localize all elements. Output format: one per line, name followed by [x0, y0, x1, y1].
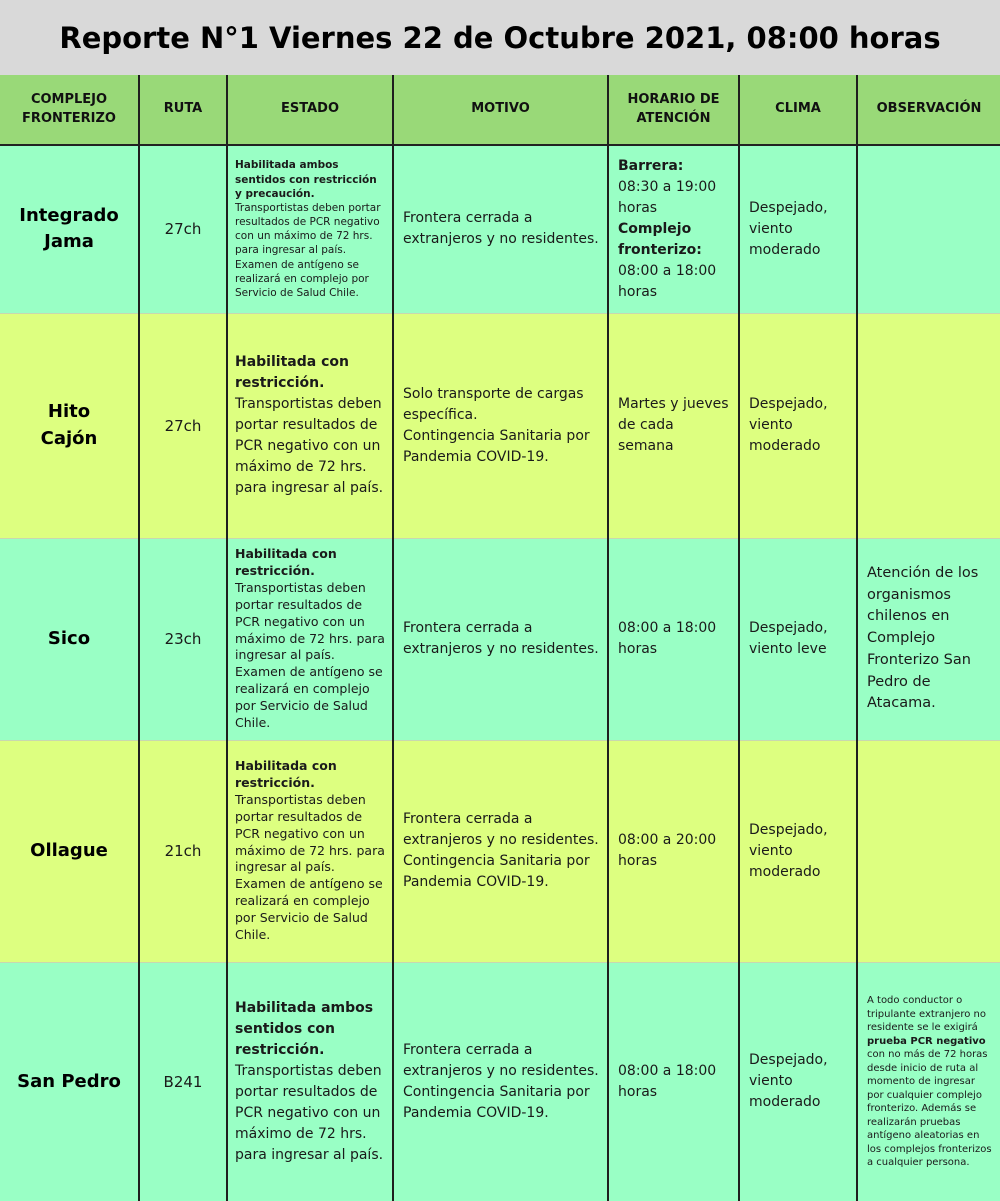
- table-row: [0, 962, 1000, 1201]
- estado-text: Transportistas deben portar resultados de PCR negativo con un máximo de 72 hrs. para ingresar al país. Examen de antígeno se realizará en complejo por Servicio de Salud Chile.: [235, 579, 385, 730]
- estado-cell: [227, 740, 393, 962]
- motivo-line: Frontera cerrada a extranjeros y no residentes.: [403, 811, 599, 848]
- motivo-line: Solo transporte de cargas específica.: [403, 385, 584, 423]
- observacion-cell: Atención de los organismos chilenos en Complejo Fronterizo San Pedro de Atacama.: [857, 538, 1000, 740]
- complejo-name: [0, 313, 139, 538]
- header-observacion: OBSERVACIÓN: [857, 75, 1000, 145]
- motivo-line: Contingencia Sanitaria por Pandemia COVID-19.: [403, 853, 590, 890]
- horario-cell: Martes y jueves de cada semana: [608, 313, 739, 538]
- header-motivo: MOTIVO: [393, 75, 608, 145]
- complejo-name: Sico: [0, 538, 139, 740]
- observacion-cell: [857, 962, 1000, 1201]
- observacion-cell: [857, 313, 1000, 538]
- ruta-cell: 21ch: [139, 740, 227, 962]
- clima-cell: Despejado, viento moderado: [739, 962, 857, 1201]
- complejo-label: Hito Cajón: [40, 401, 98, 449]
- horario-label: Barrera:: [618, 157, 684, 174]
- estado-text: Transportistas deben portar resultados de PCR negativo con un máximo de 72 hrs. para ingresar al país. Examen de antígeno se realizará en complejo por Servicio de Salud Chile.: [235, 791, 385, 942]
- observacion-cell: [857, 145, 1000, 313]
- observacion-text: con no más de 72 horas desde inicio de ruta al momento de ingresar por cualquier complejo fronterizo. Además se realizarán pruebas antígeno aleatorias en los complejos fronterizos a cualquier persona.: [867, 1049, 992, 1168]
- horario-label: Complejo fronterizo:: [618, 220, 702, 258]
- header-clima: CLIMA: [739, 75, 857, 145]
- table-row: [0, 740, 1000, 962]
- header-estado: ESTADO: [227, 75, 393, 145]
- motivo-cell: [393, 962, 608, 1201]
- estado-text: Transportistas deben portar resultados de PCR negativo con un máximo de 72 hrs. para ingresar al país.: [235, 396, 384, 496]
- complejo-name: Ollague: [0, 740, 139, 962]
- estado-bold: Habilitada ambos sentidos con restricción y precaución.: [235, 159, 377, 200]
- estado-bold: Habilitada con restricción.: [235, 354, 349, 391]
- motivo-line: Contingencia Sanitaria por Pandemia COVID-19.: [403, 427, 590, 465]
- motivo-cell: Frontera cerrada a extranjeros y no residentes.: [393, 538, 608, 740]
- estado-bold: Habilitada con restricción.: [235, 758, 337, 791]
- header-row: [0, 75, 1000, 145]
- header-complejo: COMPLEJO FRONTERIZO: [0, 75, 139, 145]
- report-title: Reporte N°1 Viernes 22 de Octubre 2021, 08:00 horas: [0, 0, 1000, 75]
- observacion-cell: [857, 740, 1000, 962]
- clima-cell: Despejado, viento moderado: [739, 145, 857, 313]
- estado-bold: Habilitada con restricción.: [235, 546, 337, 579]
- motivo-line: Frontera cerrada a extranjeros y no residentes.: [403, 1041, 599, 1079]
- table-row: [0, 145, 1000, 313]
- horario-cell: [608, 145, 739, 313]
- observacion-bold: prueba PCR negativo: [867, 1035, 986, 1047]
- header-horario: HORARIO DE ATENCIÓN: [608, 75, 739, 145]
- horario-cell: 08:00 a 20:00 horas: [608, 740, 739, 962]
- clima-cell: Despejado, viento moderado: [739, 313, 857, 538]
- motivo-line: Contingencia Sanitaria por Pandemia COVID-19.: [403, 1083, 590, 1121]
- table-row: [0, 538, 1000, 740]
- ruta-cell: 27ch: [139, 145, 227, 313]
- estado-cell: [227, 538, 393, 740]
- estado-cell: [227, 313, 393, 538]
- ruta-cell: 23ch: [139, 538, 227, 740]
- observacion-text: A todo conductor o tripulante extranjero no residente se le exigirá: [867, 995, 986, 1033]
- estado-text: Transportistas deben portar resultados de PCR negativo con un máximo de 72 hrs. para ingresar al país.: [235, 1062, 384, 1163]
- header-ruta: RUTA: [139, 75, 227, 145]
- horario-value: 08:30 a 19:00 horas: [618, 178, 717, 216]
- estado-cell: [227, 962, 393, 1201]
- clima-cell: Despejado, viento leve: [739, 538, 857, 740]
- horario-cell: 08:00 a 18:00 horas: [608, 538, 739, 740]
- horario-value: 08:00 a 18:00 horas: [618, 262, 717, 300]
- ruta-cell: B241: [139, 962, 227, 1201]
- border-status-table: [0, 75, 1000, 1201]
- ruta-cell: 27ch: [139, 313, 227, 538]
- motivo-cell: Frontera cerrada a extranjeros y no residentes.: [393, 145, 608, 313]
- clima-cell: Despejado, viento moderado: [739, 740, 857, 962]
- estado-cell: [227, 145, 393, 313]
- complejo-name: Integrado Jama: [0, 145, 139, 313]
- horario-cell: 08:00 a 18:00 horas: [608, 962, 739, 1201]
- complejo-name: San Pedro: [0, 962, 139, 1201]
- estado-bold: Habilitada ambos sentidos con restricción.: [235, 999, 374, 1058]
- table-row: [0, 313, 1000, 538]
- motivo-cell: [393, 313, 608, 538]
- estado-text: Transportistas deben portar resultados de PCR negativo con un máximo de 72 hrs. para ingresar al país. Examen de antígeno se realizará en complejo por Servicio de Salud Chile.: [235, 201, 381, 299]
- motivo-cell: [393, 740, 608, 962]
